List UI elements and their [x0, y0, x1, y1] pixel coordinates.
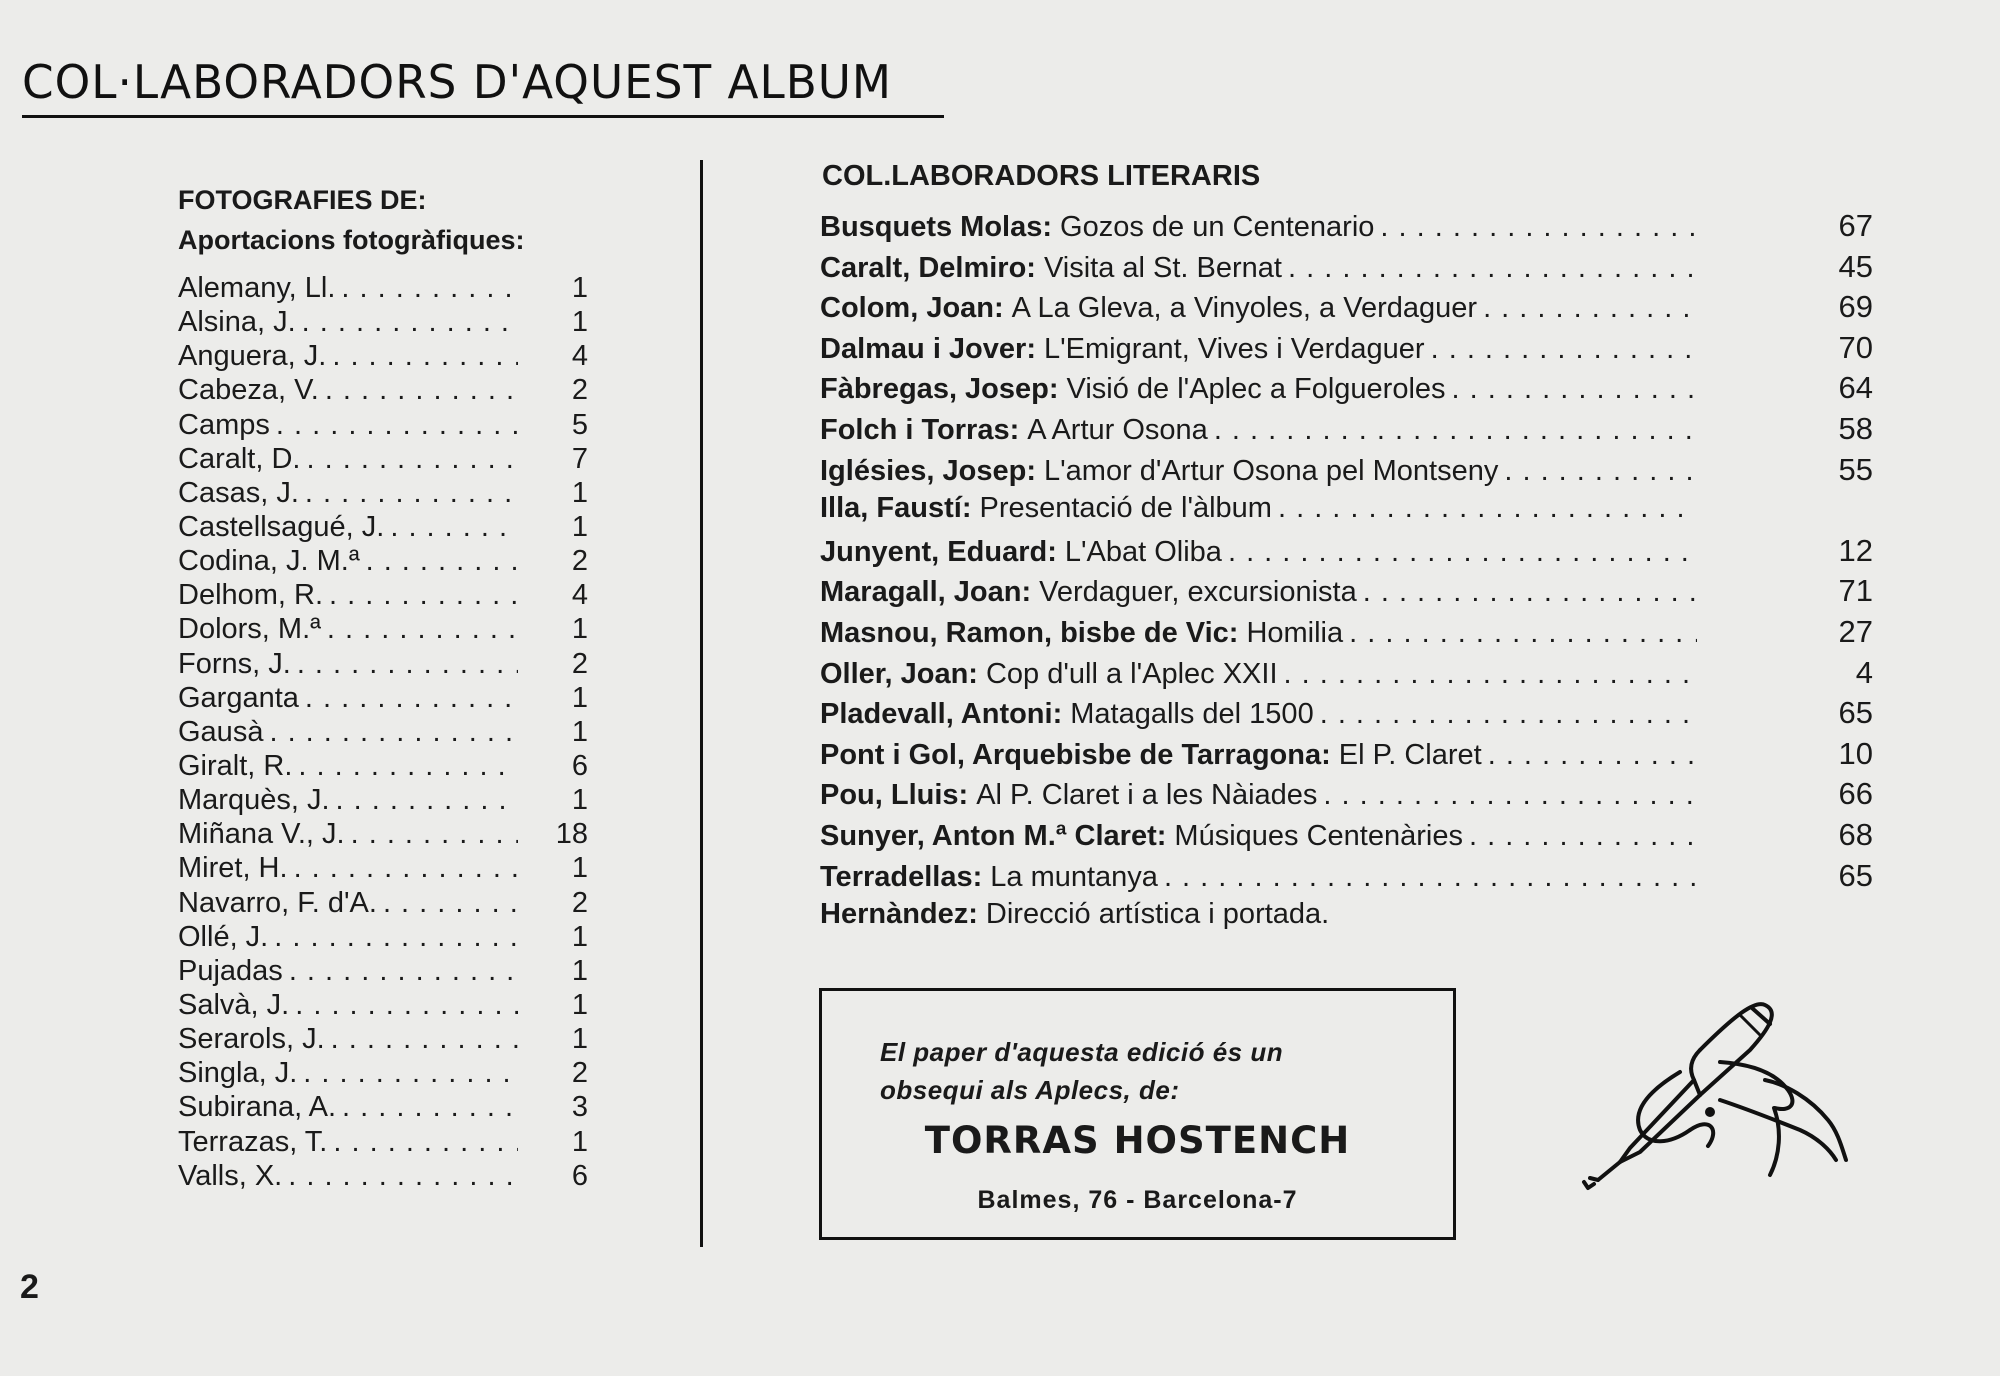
photo-contributors-heading [178, 180, 525, 260]
photo-contributor-name: Codina, J. M.ª [178, 545, 360, 578]
literary-contributor-row [820, 858, 1873, 899]
leader-dots [1483, 292, 1697, 325]
leader-dots [1349, 617, 1697, 650]
photo-contributor-name: Caralt, D. [178, 442, 301, 475]
literary-contributor-row [820, 736, 1873, 777]
photo-contributor-row [178, 750, 588, 784]
photo-contributor-row [178, 784, 588, 818]
photo-count: 1 [571, 954, 588, 987]
leader-dots [305, 477, 518, 510]
leader-dots [1488, 739, 1697, 772]
leader-dots [288, 1160, 518, 1193]
photo-contributor-name: Valls, X. [178, 1159, 283, 1192]
literary-author: Terradellas: [820, 860, 983, 893]
literary-author: Sunyer, Anton M.ª Claret: [820, 819, 1167, 852]
leader-dots [1452, 373, 1697, 406]
photo-contributor-row [178, 716, 588, 750]
literary-work-title: Homilia [1246, 616, 1344, 649]
sponsor-company: TORRAS HOSTENCH [924, 1119, 1351, 1162]
photo-count: 1 [571, 510, 588, 543]
photo-count: 6 [571, 749, 588, 782]
literary-contributor-row [820, 330, 1873, 371]
photo-count: 1 [571, 613, 588, 646]
literary-contributor-row [820, 655, 1873, 696]
photo-count: 3 [571, 1091, 588, 1124]
photo-count: 1 [571, 988, 588, 1021]
literary-work-title: L'Emigrant, Vives i Verdaguer [1043, 332, 1425, 365]
photo-contributor-name: Alsina, J. [178, 306, 296, 339]
leader-dots [1504, 455, 1697, 488]
literary-author: Hernàndez: [820, 898, 978, 931]
photo-count: 1 [571, 715, 588, 748]
literary-author: Busquets Molas: [820, 211, 1053, 243]
leader-dots [1214, 414, 1697, 447]
photo-contributor-row [178, 887, 588, 921]
photo-contributor-row [178, 682, 588, 716]
photo-contributor-name: Serarols, J. [178, 1023, 325, 1056]
literary-page-number: 65 [1838, 857, 1873, 893]
sponsor-box [819, 988, 1456, 1240]
leader-dots [276, 409, 518, 442]
photo-contributor-row [178, 1057, 588, 1091]
literary-page-number: 55 [1838, 451, 1873, 487]
literary-work-title: A Artur Osona [1027, 413, 1208, 446]
literary-work-title: Cop d'ull a l'Aplec XXII [985, 657, 1278, 690]
photo-contributor-row [178, 545, 588, 579]
photo-count: 5 [571, 408, 588, 441]
photo-contributor-row [178, 374, 588, 408]
leader-dots [331, 1023, 518, 1056]
leader-dots [333, 1126, 518, 1159]
photo-contributor-row [178, 818, 588, 852]
literary-contributors-heading: COL.LABORADORS LITERARIS [822, 160, 1261, 192]
leader-dots [298, 750, 518, 783]
sponsor-note-line: obsequi als Aplecs, de: [880, 1075, 1180, 1105]
photo-count: 1 [571, 1125, 588, 1158]
sponsor-address: Balmes, 76 - Barcelona-7 [977, 1186, 1298, 1214]
literary-contributor-row [820, 249, 1873, 290]
photo-contributor-row [178, 1160, 588, 1194]
photo-contributor-name: Terrazas, T. [178, 1125, 328, 1158]
photo-contributor-name: Gausà [178, 715, 264, 748]
sponsor-note [880, 1033, 1283, 1109]
literary-contributor-row [820, 452, 1873, 493]
photo-contributor-name: Anguera, J. [178, 340, 327, 373]
leader-dots [327, 613, 518, 646]
photo-contributor-name: Casas, J. [178, 476, 299, 509]
photo-count: 6 [571, 1159, 588, 1192]
photo-contributor-name: Pujadas [178, 954, 283, 987]
title-underline [22, 115, 944, 118]
photo-contributor-row [178, 340, 588, 374]
photo-count: 1 [571, 1023, 588, 1056]
photo-contributor-name: Castellsagué, J. [178, 510, 385, 543]
photo-contributors-list [178, 272, 588, 1194]
leader-dots [294, 852, 518, 885]
literary-page-number: 10 [1838, 735, 1873, 771]
literary-work-title: Visita al St. Bernat [1043, 251, 1282, 284]
leader-dots [325, 374, 518, 407]
literary-page-number: 68 [1838, 816, 1873, 852]
column-divider [700, 160, 703, 1247]
literary-work-title: Presentació de l'àlbum [979, 492, 1272, 525]
literary-page-number: 70 [1838, 329, 1873, 365]
photo-contributor-row [178, 1126, 588, 1160]
literary-work-title: Visió de l'Aplec a Folgueroles [1066, 373, 1446, 406]
leader-dots [342, 1091, 518, 1124]
photo-contributor-row [178, 955, 588, 989]
photo-count: 2 [571, 647, 588, 680]
literary-contributors-list [820, 208, 1873, 939]
literary-contributor-row [820, 289, 1873, 330]
leader-dots [269, 716, 518, 749]
leader-dots [341, 272, 518, 305]
literary-author: Pou, Lluis: [820, 779, 969, 812]
photo-count: 4 [571, 579, 588, 612]
photo-contributor-row [178, 989, 588, 1023]
photo-heading-line: FOTOGRAFIES DE: [178, 185, 427, 215]
leader-dots [1469, 820, 1697, 853]
literary-work-title: Músiques Centenàries [1174, 819, 1463, 852]
photo-count: 2 [571, 545, 588, 578]
literary-page-number: 64 [1838, 370, 1873, 406]
photo-contributor-name: Giralt, R. [178, 749, 293, 782]
photo-count: 1 [571, 272, 588, 304]
literary-page-number: 65 [1838, 695, 1873, 731]
leader-dots [1228, 536, 1697, 569]
leader-dots [306, 443, 518, 476]
photo-count: 1 [571, 476, 588, 509]
literary-page-number: 71 [1838, 573, 1873, 609]
literary-work-title: Verdaguer, excursionista [1039, 576, 1357, 609]
literary-contributor-row [820, 695, 1873, 736]
literary-author: Pont i Gol, Arquebisbe de Tarragona: [820, 738, 1331, 771]
leader-dots [274, 921, 518, 954]
literary-author: Junyent, Eduard: [820, 535, 1057, 568]
page-title: COL·LABORADORS D'AQUEST ALBUM [22, 55, 893, 109]
literary-contributor-row [820, 817, 1873, 858]
photo-contributor-name: Marquès, J. [178, 784, 330, 817]
literary-author: Folch i Torras: [820, 413, 1020, 446]
photo-count: 2 [571, 374, 588, 407]
literary-work-title: L'Abat Oliba [1064, 535, 1222, 568]
photo-count: 4 [571, 340, 588, 373]
photo-contributor-row [178, 852, 588, 886]
literary-work-title: La muntanya [990, 860, 1158, 893]
leader-dots [383, 887, 518, 920]
literary-page-number: 27 [1838, 613, 1873, 649]
photo-contributor-name: Miret, H. [178, 852, 288, 885]
photo-contributor-row [178, 579, 588, 613]
literary-author: Dalmau i Jover: [820, 332, 1036, 365]
photo-contributor-row [178, 648, 588, 682]
photo-contributor-name: Dolors, M.ª [178, 613, 321, 646]
literary-author: Pladevall, Antoni: [820, 698, 1063, 731]
photo-count: 2 [571, 886, 588, 919]
photo-contributor-row [178, 477, 588, 511]
photo-subheading-line: Aportacions fotogràfiques: [178, 225, 525, 255]
literary-author: Maragall, Joan: [820, 576, 1032, 609]
literary-work-title: Gozos de un Centenario [1060, 211, 1375, 243]
photo-contributor-name: Garganta [178, 681, 299, 714]
photo-contributor-row [178, 409, 588, 443]
photo-contributor-row [178, 1023, 588, 1057]
photo-contributor-row [178, 443, 588, 477]
literary-contributor-row [820, 492, 1873, 533]
leader-dots [303, 1057, 518, 1090]
leader-dots [329, 579, 518, 612]
literary-work-title: Matagalls del 1500 [1070, 698, 1314, 731]
photo-contributor-row [178, 511, 588, 545]
leader-dots [366, 545, 518, 578]
literary-work-title: Direcció artística i portada. [985, 898, 1330, 931]
photo-contributor-name: Alemany, Ll. [178, 272, 336, 304]
literary-contributor-row [820, 573, 1873, 614]
photo-count: 1 [571, 306, 588, 339]
photo-count: 2 [571, 1057, 588, 1090]
leader-dots [1380, 211, 1697, 244]
photo-contributor-row [178, 1091, 588, 1125]
leader-dots [1363, 576, 1697, 609]
photo-contributor-row [178, 921, 588, 955]
leader-dots [295, 989, 518, 1022]
leader-dots [351, 818, 518, 851]
sponsor-note-line: El paper d'aquesta edició és un [880, 1037, 1284, 1067]
literary-contributor-row [820, 614, 1873, 655]
leader-dots [390, 511, 518, 544]
leader-dots [289, 955, 518, 988]
literary-author: Colom, Joan: [820, 292, 1004, 325]
literary-page-number: 69 [1838, 289, 1873, 325]
literary-contributor-row [820, 898, 1873, 939]
literary-author: Caralt, Delmiro: [820, 251, 1036, 284]
literary-work-title: Al P. Claret i a les Nàiades [976, 779, 1318, 812]
literary-author: Oller, Joan: [820, 657, 978, 690]
photo-contributor-name: Delhom, R. [178, 579, 324, 612]
photo-contributor-name: Singla, J. [178, 1057, 298, 1090]
literary-page-number: 58 [1838, 410, 1873, 446]
hand-writing-pen-icon [1560, 980, 1850, 1200]
leader-dots [1284, 658, 1697, 691]
photo-count: 1 [571, 681, 588, 714]
photo-count: 1 [571, 852, 588, 885]
photo-contributor-name: Miñana V., J. [178, 818, 345, 851]
literary-contributor-row [820, 208, 1873, 249]
leader-dots [1323, 779, 1697, 812]
literary-page-number: 66 [1838, 776, 1873, 812]
literary-page-number: 67 [1838, 208, 1873, 243]
literary-author: Illa, Faustí: [820, 492, 972, 525]
leader-dots [297, 648, 518, 681]
leader-dots [302, 306, 518, 339]
literary-contributor-row [820, 411, 1873, 452]
photo-count: 1 [571, 920, 588, 953]
literary-work-title: L'amor d'Artur Osona pel Montseny [1044, 454, 1499, 487]
leader-dots [305, 682, 518, 715]
leader-dots [1320, 698, 1697, 731]
photo-contributor-name: Salvà, J. [178, 988, 290, 1021]
leader-dots [1278, 492, 1697, 525]
leader-dots [1288, 252, 1697, 285]
literary-page-number: 4 [1855, 654, 1873, 690]
photo-count: 1 [571, 784, 588, 817]
photo-contributor-name: Camps [178, 408, 270, 441]
photo-count: 18 [555, 818, 588, 851]
literary-contributor-row [820, 776, 1873, 817]
photo-contributor-name: Navarro, F. d'A. [178, 886, 377, 919]
leader-dots [1431, 333, 1697, 366]
photo-contributor-name: Cabeza, V. [178, 374, 319, 407]
photo-contributor-row [178, 613, 588, 647]
literary-work-title: A La Gleva, a Vinyoles, a Verdaguer [1011, 292, 1478, 325]
literary-contributor-row [820, 533, 1873, 574]
photo-contributor-name: Subirana, A. [178, 1091, 336, 1124]
literary-author: Fàbregas, Josep: [820, 373, 1059, 406]
literary-page-number: 12 [1838, 532, 1873, 568]
literary-contributor-row [820, 370, 1873, 411]
literary-author: Masnou, Ramon, bisbe de Vic: [820, 616, 1239, 649]
literary-author: Iglésies, Josep: [820, 454, 1036, 487]
photo-contributor-row [178, 306, 588, 340]
photo-count: 7 [571, 442, 588, 475]
leader-dots [1164, 861, 1697, 894]
leader-dots [336, 784, 519, 817]
leader-dots [332, 340, 518, 373]
photo-contributor-row [178, 272, 588, 306]
photo-contributor-name: Ollé, J. [178, 920, 269, 953]
literary-work-title: El P. Claret [1338, 738, 1482, 771]
page-number: 2 [20, 1268, 39, 1306]
literary-page-number: 45 [1838, 248, 1873, 284]
photo-contributor-name: Forns, J. [178, 647, 291, 680]
